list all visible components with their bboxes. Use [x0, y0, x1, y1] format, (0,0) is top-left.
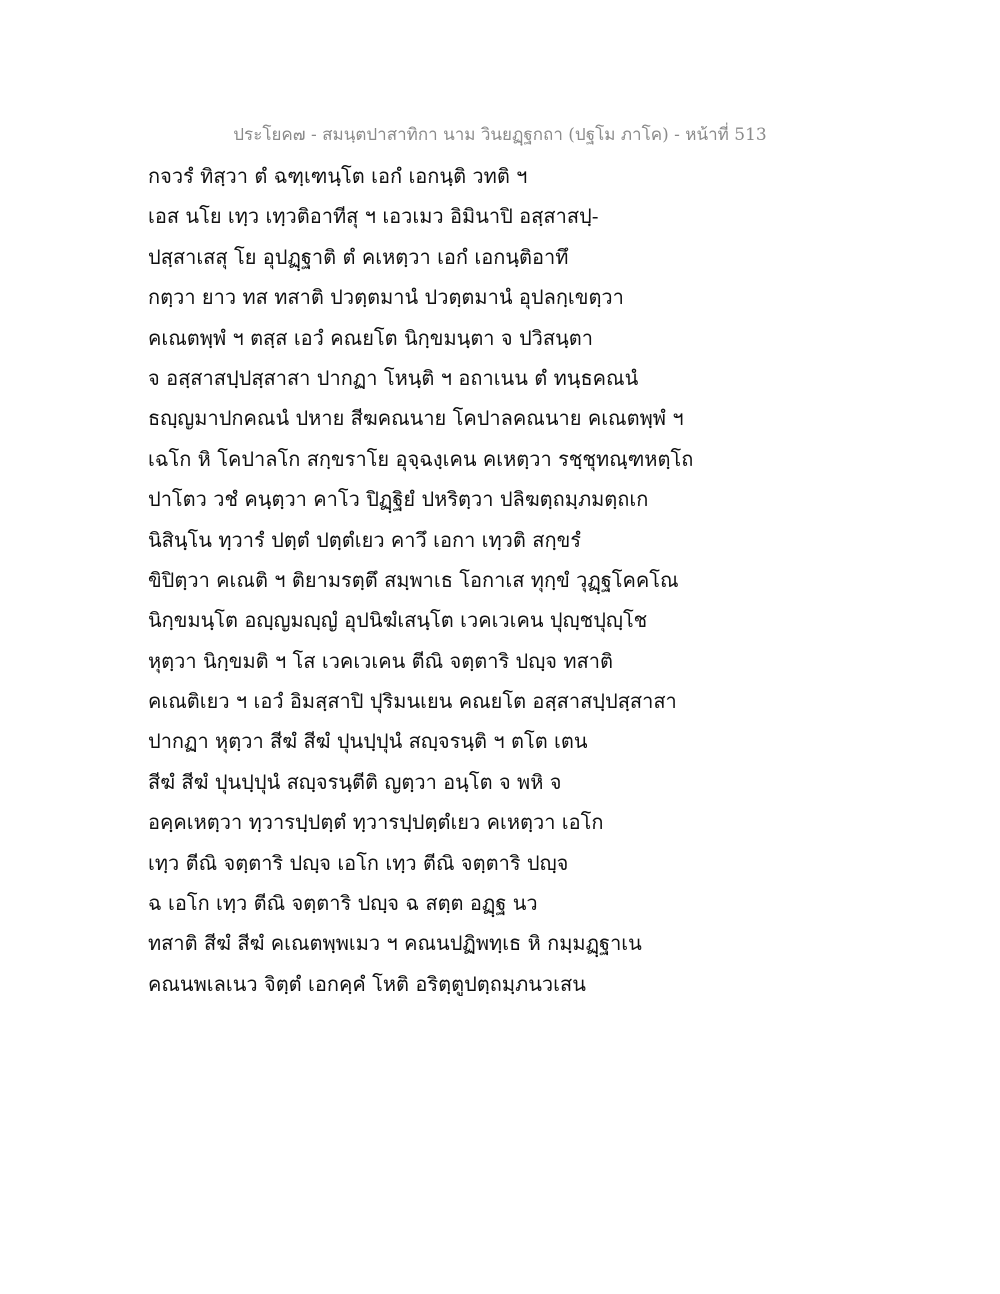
text-line: เฉโก หิ โคปาลโก สกฺขราโย อุจฺฉงฺเคน คเหตฺวา รชฺชุทณฺฑหตฺโถ	[148, 446, 694, 471]
text-line: กตฺวา ยาว ทส ทสาติ ปวตฺตมานํ ปวตฺตมานํ อุปลกฺเขตฺวา	[148, 285, 624, 310]
page-header: ประโยค๗ - สมนฺตปาสาทิกา นาม วินยฏฺฐกถา (ปฐโม ภาโค) - หน้าที่ 513	[233, 125, 767, 145]
text-line: เอส นโย เทฺว เทฺวติอาทีสุ ฯ เอวเมว อิมินาปิ อสฺสาสปฺ-	[148, 204, 599, 229]
text-line: คเณติเยว ฯ เอวํ อิมสฺสาปิ ปุริมนเยน คณยโต อสฺสาสปฺปสฺสาสา	[148, 689, 677, 714]
text-line: สีฆํ สีฆํ ปุนปฺปุนํ สญฺจรนฺตีติ ญตฺวา อนฺโต จ พหิ จ	[148, 769, 562, 794]
text-line: จ อสฺสาสปฺปสฺสาสา ปากฏา โหนฺติ ฯ อถาเนน ตํ ทนฺธคณนํ	[148, 365, 639, 390]
text-line: คเณตพฺพํ ฯ ตสฺส เอวํ คณยโต นิกฺขมนฺตา จ ปวิสนฺตา	[148, 325, 593, 350]
text-line: นิกฺขมนฺโต อญฺญมญฺญํ อุปนิฆํเสนฺโต เวคเวเคน ปุญฺชปุญฺโช	[148, 608, 648, 633]
text-line: ปาโตว วชํ คนฺตฺวา คาโว ปิฏฺฐิยํ ปหริตฺวา ปลิฆตฺถมฺภมตฺถเก	[148, 487, 649, 512]
text-line: ฉ เอโก เทฺว ตีณิ จตฺตาริ ปญฺจ ฉ สตฺต อฏฺฐ นว	[148, 891, 538, 916]
text-line: คณนพเลเนว จิตฺตํ เอกคฺคํ โหติ อริตฺตูปตฺถมฺภนวเสน	[148, 971, 586, 996]
text-line: ปากฏา หุตฺวา สีฆํ สีฆํ ปุนปฺปุนํ สญฺจรนฺติ ฯ ตโต เตน	[148, 729, 588, 754]
text-line: เทฺว ตีณิ จตฺตาริ ปญฺจ เอโก เทฺว ตีณิ จตฺตาริ ปญฺจ	[148, 850, 569, 875]
text-line: อคฺคเหตฺวา ทฺวารปฺปตฺตํ ทฺวารปฺปตฺตํเยว คเหตฺวา เอโก	[148, 810, 604, 835]
text-line: ปสฺสาเสสุ โย อุปฏฺฐาติ ตํ คเหตฺวา เอกํ เอกนฺติอาทึ	[148, 244, 569, 269]
text-line: ธญฺญมาปกคณนํ ปหาย สีฆคณนาย โคปาลคณนาย คเณตพฺพํ ฯ	[148, 406, 684, 431]
text-line: กจวรํ ทิสฺวา ตํ ฉฑฺเฑนฺโต เอกํ เอกนฺติ วทติ ฯ	[148, 164, 528, 188]
text-line: นิสินฺโน ทฺวารํ ปตฺตํ ปตฺตํเยว คาวึ เอกา เทฺวติ สกฺขรํ	[148, 527, 581, 552]
text-line: ทสาติ สีฆํ สีฆํ คเณตพฺพเมว ฯ คณนปฏิพทฺเธ หิ กมฺมฏฺฐาเน	[148, 931, 642, 956]
body-text	[148, 156, 868, 1004]
text-line: ขิปิตฺวา คเณติ ฯ ติยามรตฺตึ สมฺพาเธ โอกาเส ทุกฺขํ วุฏฺฐโคคโณ	[148, 567, 679, 592]
text-line: หุตฺวา นิกฺขมติ ฯ โส เวคเวเคน ตีณิ จตฺตาริ ปญฺจ ทสาติ	[148, 648, 613, 673]
